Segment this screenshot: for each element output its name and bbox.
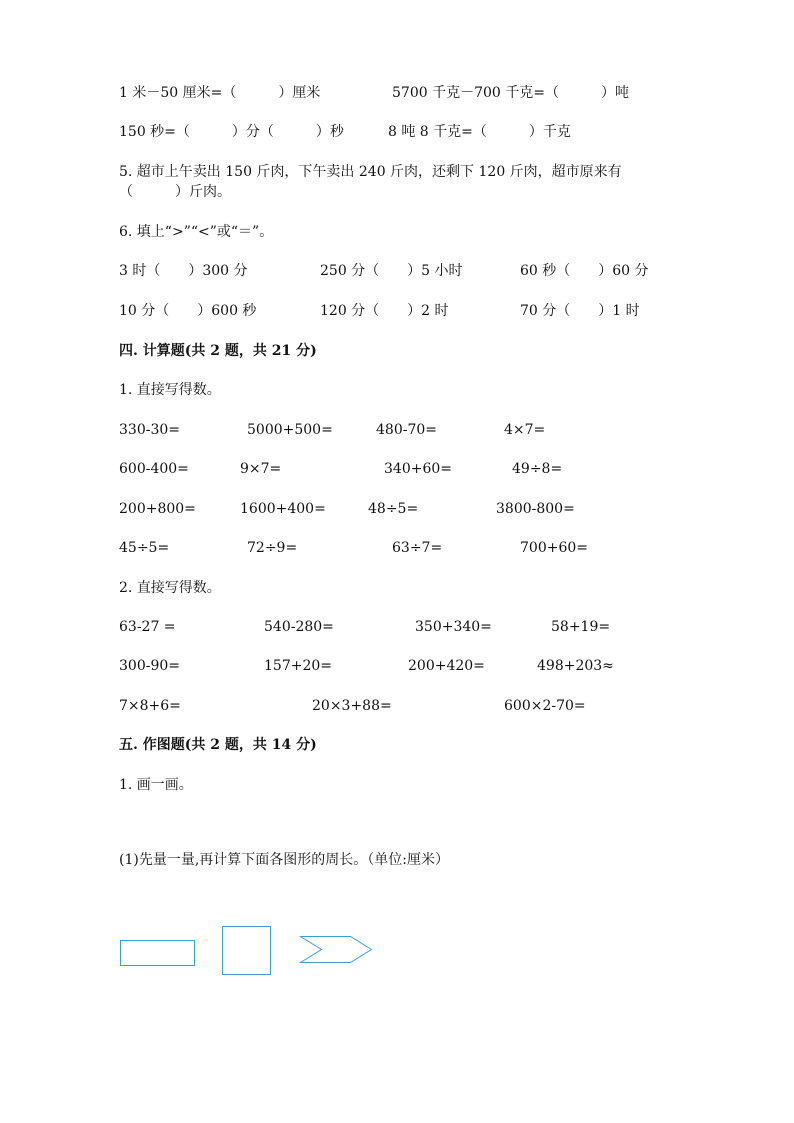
calc-item: 330-30= — [119, 422, 180, 438]
calc-item: 1600+400= — [240, 501, 326, 517]
question-5-line1: 5. 超市上午卖出 150 斤肉，下午卖出 240 斤肉，还剩下 120 斤肉，超市原来有 — [119, 164, 622, 180]
calc-item: 200+420= — [408, 658, 485, 674]
compare-item: 120 分（ ）2 时 — [320, 303, 449, 319]
calc-item: 72÷9= — [247, 540, 298, 556]
calc-item: 600-400= — [119, 461, 189, 477]
calc-item: 157+20= — [264, 658, 332, 674]
arrow-figure — [301, 937, 372, 963]
calc-item: 340+60= — [384, 461, 452, 477]
calc-item: 5000+500= — [247, 422, 333, 438]
fill-item-kilogram: 8 吨 8 千克=（ ）千克 — [388, 124, 571, 140]
section-4-heading: 四. 计算题(共 2 题，共 21 分) — [119, 343, 317, 359]
section-5-heading: 五. 作图题(共 2 题，共 14 分) — [119, 737, 317, 753]
calc-item: 3800-800= — [496, 501, 575, 517]
calc-item: 700+60= — [520, 540, 588, 556]
compare-item: 60 秒（ ）60 分 — [520, 263, 649, 279]
calc-item: 300-90= — [119, 658, 180, 674]
calc-item: 350+340= — [415, 619, 492, 635]
calc-item: 200+800= — [119, 501, 196, 517]
section-4-q2-title: 2. 直接写得数。 — [119, 580, 221, 596]
calc-item: 4×7= — [504, 422, 546, 438]
calc-item: 45÷5= — [119, 540, 170, 556]
section-4-q1-title: 1. 直接写得数。 — [119, 382, 221, 398]
compare-item: 70 分（ ）1 时 — [520, 303, 640, 319]
calc-item: 20×3+88= — [312, 698, 392, 714]
calc-item: 7×8+6= — [119, 698, 181, 714]
calc-item: 540-280= — [264, 619, 334, 635]
calc-item: 9×7= — [240, 461, 282, 477]
calc-item: 498+203≈ — [537, 658, 614, 674]
calc-item: 63÷7= — [392, 540, 443, 556]
section-5-q1-title: 1. 画一画。 — [119, 777, 193, 793]
fill-item-seconds: 150 秒=（ ）分（ ）秒 — [119, 124, 344, 140]
calc-item: 63-27 = — [119, 619, 176, 635]
compare-item: 3 时（ ）300 分 — [119, 263, 248, 279]
compare-item: 250 分（ ）5 小时 — [320, 263, 463, 279]
calc-item: 58+19= — [551, 619, 611, 635]
calc-item: 600×2-70= — [504, 698, 586, 714]
question-5-line2: （ ）斤肉。 — [119, 184, 231, 200]
calc-item: 48÷5= — [368, 501, 419, 517]
section-5-q1-subtitle: (1)先量一量,再计算下面各图形的周长。（单位:厘米） — [119, 852, 449, 868]
square-figure — [223, 927, 271, 975]
question-6-title: 6. 填上“>”“<”或“＝”。 — [119, 224, 274, 240]
compare-item: 10 分（ ）600 秒 — [119, 303, 257, 319]
calc-item: 49÷8= — [512, 461, 563, 477]
rectangle-figure — [121, 941, 195, 966]
calc-item: 480-70= — [376, 422, 437, 438]
fill-item-ton: 5700 千克－700 千克=（ ）吨 — [392, 85, 629, 101]
fill-item-meter: 1 米－50 厘米=（ ）厘米 — [119, 85, 321, 101]
